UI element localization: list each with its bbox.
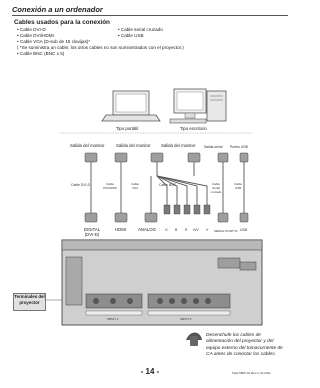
terminal-usb-label: USB xyxy=(240,228,247,232)
projector-terminals-label: Terminales del proyector xyxy=(13,293,46,311)
top-connectors xyxy=(85,153,248,162)
terminal-serial-port-label: SERIAL PORT IN xyxy=(214,229,238,233)
cable-list-item: • Cable BNC (BNC x 5) xyxy=(17,51,65,56)
monitor-out-label: Salida del monitor xyxy=(116,143,151,148)
doc-code: KAH-5860-01 Rev.1 (S) 2011 xyxy=(232,371,271,375)
cable-list-item: • Cable VGA (D-sub de 15 clavijas)* xyxy=(17,39,91,44)
page-title: Conexión a un ordenador xyxy=(12,5,103,14)
cable-list-item: ( *Se suministra un cable; los otros cables no son suministrados con el proyector.) xyxy=(17,45,184,50)
terminal-b-label: B xyxy=(175,228,178,232)
cable-serial-label: Cable Serial cruzado xyxy=(210,182,222,194)
serial-out-label: Salida serial xyxy=(204,145,223,149)
input2-label: INPUT 2 xyxy=(180,317,192,321)
bnc-plugs xyxy=(164,205,210,214)
caution-note: Desenchufe los cables de alimentación del proyector y del equipo externo del tomacorriente de CA antes de conectar los cables. xyxy=(206,333,283,357)
monitor-out-label: Salida del monitor xyxy=(70,143,105,148)
desktop-label: Tipo escritorio xyxy=(180,126,207,131)
monitor-out-label: Salida del monitor xyxy=(161,143,196,148)
terminal-analog-label: ANALOG xyxy=(138,227,156,232)
cables-section-title: Cables usados para la conexión xyxy=(14,19,110,26)
terminal-digital-label: DIGITAL (DVI-D) xyxy=(83,227,101,237)
cable-list-item: • Cable serial cruzado xyxy=(118,27,163,32)
page-number: - 14 - xyxy=(140,367,160,376)
laptop-icon xyxy=(102,91,160,121)
usb-port-label: Puerto USB xyxy=(230,145,248,149)
cable-dvid-label: Cable DVI-D xyxy=(71,183,91,187)
cable-bnc-label: Cable BNC xyxy=(159,183,176,187)
bottom-plugs xyxy=(85,213,248,222)
cable-list-item: • Cable DVI/HDMI xyxy=(17,33,54,38)
input1-label: INPUT 1 xyxy=(107,317,119,321)
projector-panel xyxy=(62,240,262,325)
laptop-label: Tipo portátil xyxy=(116,126,139,131)
cable-dvi-hdmi-label: Cable DVI/HDMI xyxy=(103,182,117,190)
cable-list-item: • Cable USB xyxy=(118,33,144,38)
terminal-hdmi-label: HDMI xyxy=(115,227,126,232)
terminal-r-label: R xyxy=(185,228,188,232)
desktop-computer-icon xyxy=(170,89,226,123)
terminal-hv-label: H/V xyxy=(193,228,199,232)
cable-usb-label: Cable USB xyxy=(234,182,242,190)
cable-vga-label: Cable VGA xyxy=(131,182,139,190)
warning-icon xyxy=(186,333,202,347)
terminal-v-label: V xyxy=(206,228,209,232)
cable-list-item: • Cable DVI-D xyxy=(17,27,46,32)
terminal-g-label: G xyxy=(165,228,168,232)
